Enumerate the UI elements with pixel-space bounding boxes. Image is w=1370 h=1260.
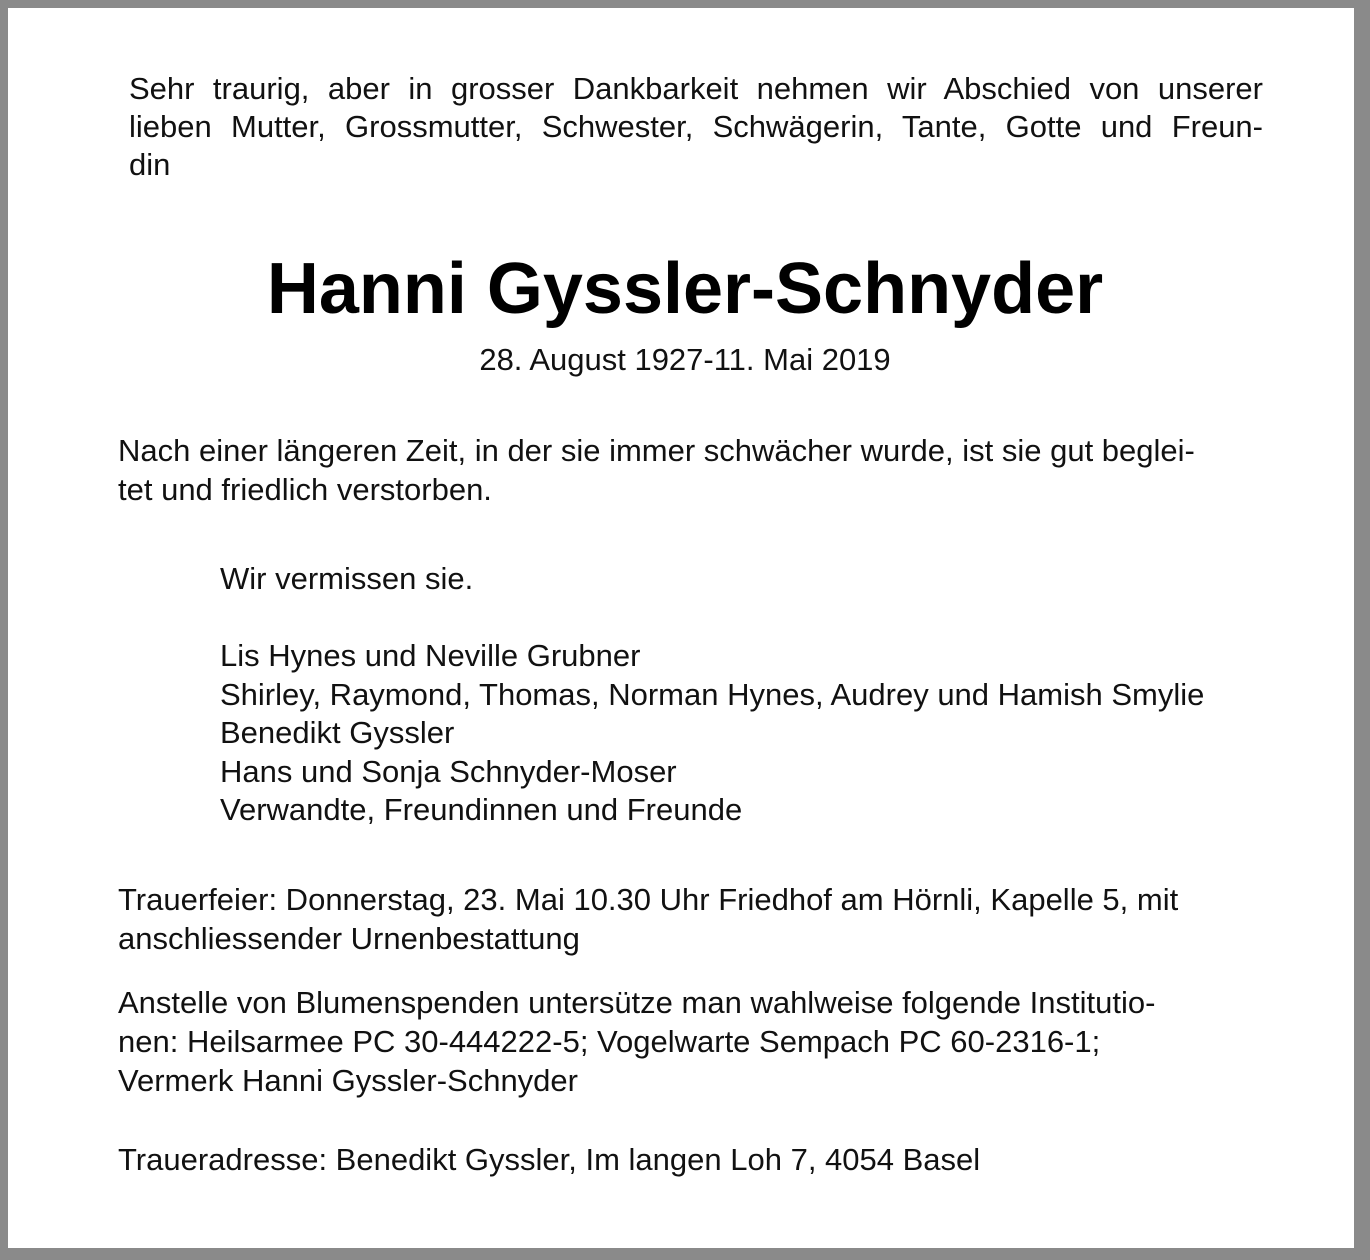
donations-line: Vermerk Hanni Gyssler-Schnyder	[118, 1063, 578, 1098]
intro-paragraph	[129, 70, 1263, 184]
ceremony-paragraph	[118, 880, 1268, 958]
obituary-notice	[8, 8, 1354, 1248]
mourner-line: Shirley, Raymond, Thomas, Norman Hynes, Audrey und Hamish Smylie	[220, 676, 1205, 712]
passing-line: tet und friedlich verstorben.	[118, 472, 492, 507]
mourner-line: Hans und Sonja Schnyder-Moser	[220, 753, 677, 789]
passing-line: Nach einer längeren Zeit, in der sie immer schwächer wurde, ist sie gut beglei-	[118, 433, 1195, 468]
mourner-line: Benedikt Gyssler	[220, 715, 455, 750]
intro-line: Sehr traurig, aber in grosser Dankbarkeit nehmen wir Abschied von unserer	[129, 71, 1263, 106]
intro-line: lieben Mutter, Grossmutter, Schwester, Schwägerin, Tante, Gotte und Freun-	[129, 109, 1263, 144]
mourner-line: Lis Hynes und Neville Grubner	[220, 638, 641, 673]
missing-text: Wir vermissen sie.	[220, 561, 474, 596]
life-dates: 28. August 1927-11. Mai 2019	[479, 342, 891, 377]
mourner-line: Verwandte, Freundinnen und Freunde	[220, 792, 743, 827]
ceremony-line: Trauerfeier: Donnerstag, 23. Mai 10.30 Uhr Friedhof am Hörnli, Kapelle 5, mit	[118, 882, 1179, 917]
passing-paragraph	[118, 431, 1268, 509]
ceremony-line: anschliessender Urnenbestattung	[118, 921, 580, 956]
intro-line: din	[129, 147, 171, 182]
mourners-list	[220, 637, 1204, 830]
address-line: Traueradresse: Benedikt Gyssler, Im langen Loh 7, 4054 Basel	[118, 1142, 981, 1177]
donations-line: nen: Heilsarmee PC 30-444222-5; Vogelwarte Sempach PC 60-2316-1;	[118, 1024, 1101, 1059]
donations-paragraph	[118, 983, 1268, 1100]
mourning-address	[118, 1140, 1268, 1179]
donations-line: Anstelle von Blumenspenden untersütze man wahlweise folgende Institutio-	[118, 985, 1156, 1020]
deceased-name: Hanni Gyssler-Schnyder	[266, 249, 1104, 329]
missing-line	[220, 560, 473, 599]
